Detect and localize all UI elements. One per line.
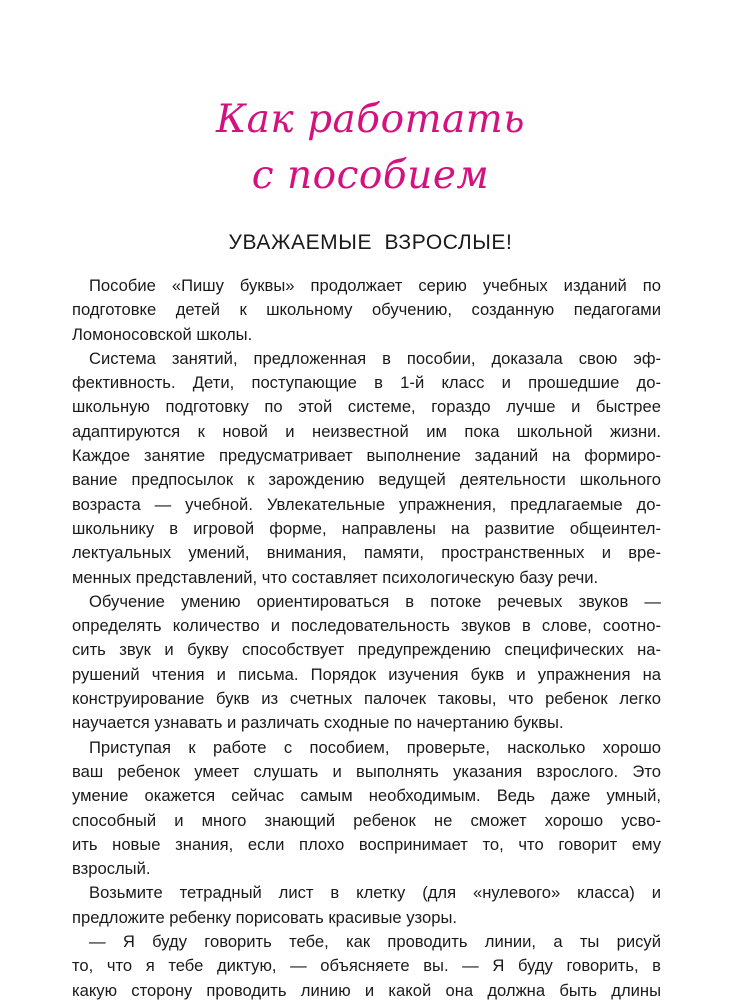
paragraph-line: Возьмите тетрадный лист в клетку (для «нулевого» класса) и xyxy=(89,883,661,903)
paragraph-line: сить звук и букву способствует предупреждению специфических на- xyxy=(72,640,661,660)
paragraph-line: вание предпосылок к зарождению ведущей деятельности школьного xyxy=(72,470,661,490)
paragraph-line: то, что я тебе диктую, — объясняете вы. — Я буду говорить, в xyxy=(72,956,661,976)
paragraph-line: Ломоносовской школы. xyxy=(72,324,253,344)
paragraph-line: ить новые знания, если плохо воспринимает то, что говорит ему xyxy=(72,834,661,854)
paragraph-line: Приступая к работе с пособием, проверьте, насколько хорошо xyxy=(89,737,661,757)
body-text xyxy=(72,274,661,1003)
paragraph xyxy=(72,274,661,347)
paragraph xyxy=(72,590,661,736)
paragraph-line: — Я буду говорить тебе, как проводить линии, а ты рисуй xyxy=(89,932,661,952)
paragraph-line: способный и много знающий ребенок не сможет хорошо усво- xyxy=(72,810,661,830)
paragraph-line: ваш ребенок умеет слушать и выполнять указания взрослого. Это xyxy=(72,761,661,781)
paragraph-line: конструирование букв из счетных палочек таковы, что ребенок легко xyxy=(72,689,661,709)
paragraph-line: Каждое занятие предусматривает выполнение заданий на формиро- xyxy=(72,446,661,466)
paragraph-line: Обучение умению ориентироваться в потоке речевых звуков — xyxy=(89,591,661,611)
paragraph xyxy=(72,736,661,882)
paragraph xyxy=(72,881,661,930)
page-title xyxy=(0,92,741,204)
page-title-line-2: с пособием xyxy=(251,153,490,198)
paragraph-line: какую сторону проводить линию и какой она должна быть длины xyxy=(72,980,661,1000)
paragraph-line: подготовке детей к школьному обучению, созданную педагогами xyxy=(72,300,661,320)
paragraph-line: школьную подготовку по этой системе, гораздо лучше и быстрее xyxy=(72,397,661,417)
paragraph-line: взрослый. xyxy=(72,859,151,879)
paragraph-line: адаптируются к новой и неизвестной им пока школьной жизни. xyxy=(72,421,661,441)
page-title-line-1: Как работать xyxy=(215,97,526,142)
paragraph-line: рушений чтения и письма. Порядок изучения букв и упражнения на xyxy=(72,664,661,684)
paragraph xyxy=(72,347,661,590)
paragraph-line: умение окажется сейчас самым необходимым. Ведь даже умный, xyxy=(72,786,661,806)
paragraph-line: предложите ребенку порисовать красивые узоры. xyxy=(72,907,457,927)
paragraph-line: определять количество и последовательность звуков в слове, соотно- xyxy=(72,616,661,636)
paragraph-line: лектуальных умений, внимания, памяти, пространственных и вре- xyxy=(72,543,661,563)
paragraph-line: возраста — учебной. Увлекательные упражнения, предлагаемые до- xyxy=(72,494,661,514)
paragraph xyxy=(72,930,661,1003)
paragraph-line: Система занятий, предложенная в пособии, доказала свою эф- xyxy=(89,348,661,368)
paragraph-line: фективность. Дети, поступающие в 1-й класс и прошедшие до- xyxy=(72,373,661,393)
paragraph-line: менных представлений, что составляет психологическую базу речи. xyxy=(72,567,599,587)
paragraph-line: школьнику в игровой форме, направлены на развитие общеинтел- xyxy=(72,518,661,538)
paragraph-line: Пособие «Пишу буквы» продолжает серию учебных изданий по xyxy=(89,276,661,295)
section-heading: УВАЖАЕМЫЕ ВЗРОСЛЫЕ! xyxy=(228,231,513,254)
paragraph-line: научается узнавать и различать сходные по начертанию буквы. xyxy=(72,713,564,733)
